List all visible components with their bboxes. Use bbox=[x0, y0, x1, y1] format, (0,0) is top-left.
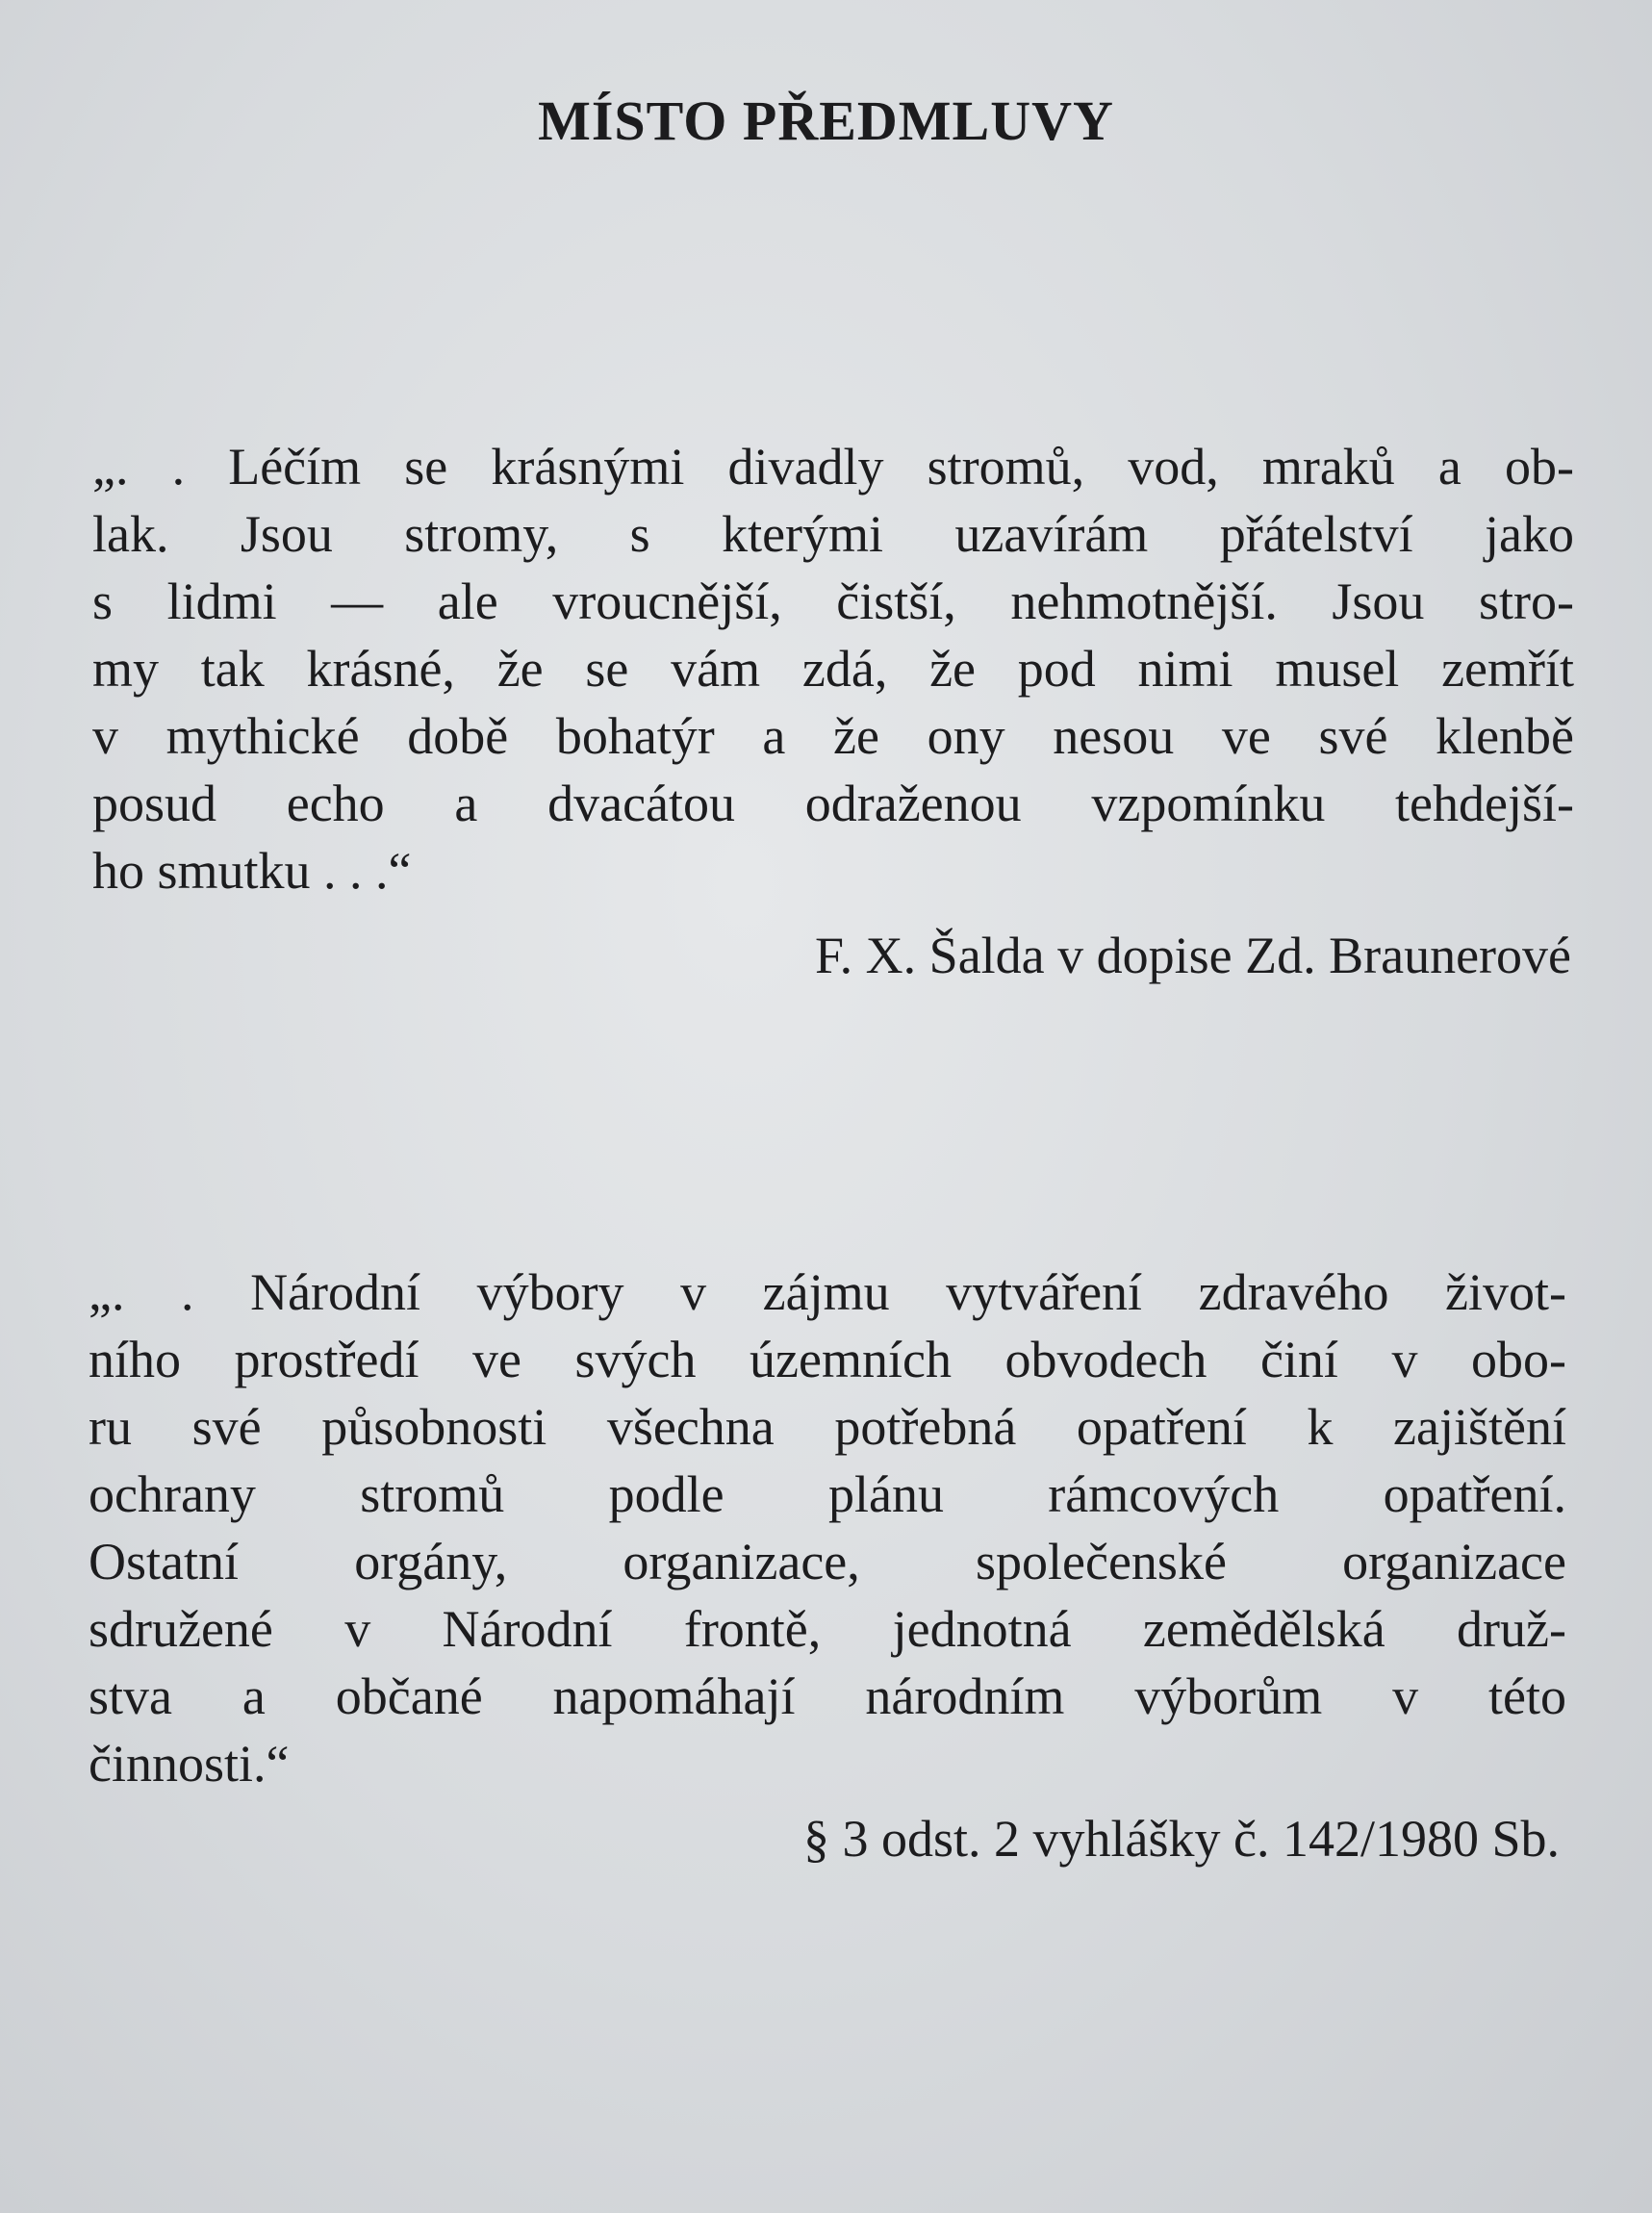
quote-line: Ostatní orgány, organizace, společenské organizace bbox=[89, 1533, 1566, 1590]
quote-line: posud echo a dvacátou odraženou vzpomínku tehdejší- bbox=[92, 775, 1574, 832]
quote-line: v mythické době bohatýr a že ony nesou ve své klenbě bbox=[92, 707, 1574, 765]
quote-line: ochrany stromů podle plánu rámcových opatření. bbox=[89, 1465, 1566, 1523]
quote-line: ního prostředí ve svých územních obvodech činí v obo- bbox=[89, 1331, 1566, 1388]
quote-line: my tak krásné, že se vám zdá, že pod nimi musel zemřít bbox=[92, 640, 1574, 698]
quote-attribution-regulation: § 3 odst. 2 vyhlášky č. 142/1980 Sb. bbox=[802, 1810, 1560, 1868]
quote-salda bbox=[92, 433, 1574, 904]
quote-line: ru své působnosti všechna potřebná opatření k zajištění bbox=[89, 1398, 1566, 1456]
quote-line: „. . Léčím se krásnými divadly stromů, vod, mraků a ob- bbox=[92, 438, 1574, 496]
quote-attribution-salda: F. X. Šalda v dopise Zd. Braunerové bbox=[814, 927, 1571, 984]
quote-line: sdružené v Národní frontě, jednotná zemědělská druž- bbox=[89, 1600, 1566, 1658]
quote-regulation bbox=[89, 1259, 1566, 1797]
quote-line: „. . Národní výbory v zájmu vytváření zdravého život- bbox=[89, 1263, 1566, 1321]
quote-line: ho smutku . . .“ bbox=[92, 842, 412, 900]
quote-line: stva a občané napomáhají národním výborům v této bbox=[89, 1667, 1566, 1725]
quote-line: činnosti.“ bbox=[89, 1735, 290, 1793]
quote-line: s lidmi — ale vroucnější, čistší, nehmotnější. Jsou stro- bbox=[92, 572, 1574, 630]
quote-line: lak. Jsou stromy, s kterými uzavírám přátelství jako bbox=[92, 505, 1574, 563]
page-title: MÍSTO PŘEDMLUVY bbox=[538, 89, 1114, 152]
